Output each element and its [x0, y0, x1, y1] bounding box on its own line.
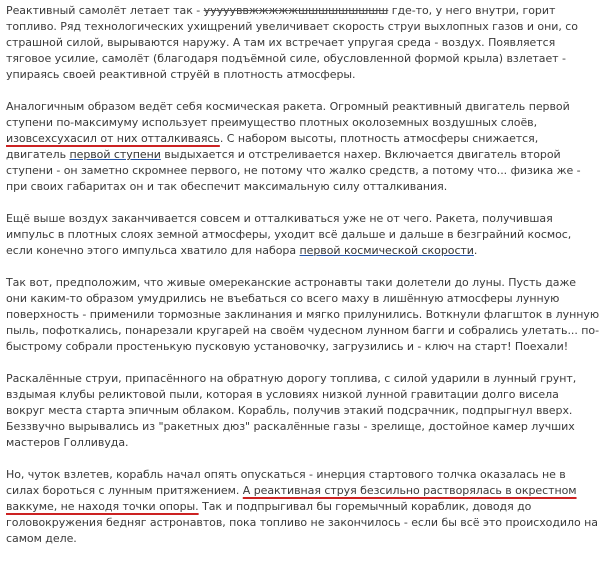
- text: Так вот, предположим, что живые омереканские астронавты таки долетели до луны. Пусть даже они каким-то образом умудрились не въебаться со всего маху в лишённую атмосферы лунную поверхность - применили тормозные заклинания и мягко прилунились. Воткнули флагшток в лунную пыль, пофоткались, понарезали кругарей на своём чудесном лунном багги и собрались улетать... по-быстрому собрали простенькую пусковую установочку, загрузились и - ключ на старт! Поехали!: [6, 276, 600, 353]
- text: Раскалённые струи, припасённого на обратную дорогу топлива, с силой ударили в лунный грунт, вздымая клубы реликтовой пыли, которая в условиях низкой лунной гравитации долго висела вокруг места старта эпичным облаком. Корабль, получив этакий подсрачник, подпрыгнул вверх. Беззвучно вырывались из "ракетных дюз" раскалённые газы - зрелище, достойное камер лучших мастеров Голливуда.: [6, 372, 577, 449]
- text: Но, чуток взлетев, корабль начал опять опускаться - инерция стартового толчка оказалась не в силах бороться с лунным притяжением.: [6, 468, 566, 497]
- paragraph-launch: [6, 371, 600, 451]
- text: выдыхается и отстреливается нахер. Включается двигатель второй ступени - он заметно скромнее первого, не потому что жалко средств, а потому что... физика же - при своих габаритах он и так обеспечит максимальную силу отталкивания.: [6, 148, 581, 193]
- text: где-то, у него внутри, горит топливо. Ряд технологических ухищрений увеличивает скорость струи выхлопных газов и они, со страшной силой, вырываются наружу. А там их встречает упругая среда - воздух. Появляется тяговое усилие, самолёт (благодаря подъёмной силе, обусловленной формой крыла) взлетает - упираясь своей реактивной струёй в плотность атмосферы.: [6, 4, 578, 81]
- red-underlined-phrase: изовсехсухасил от них отталкиваясь: [6, 132, 220, 145]
- link-first-stage[interactable]: первой ступени: [69, 148, 161, 161]
- article-body: [6, 3, 600, 563]
- paragraph-space: [6, 211, 600, 259]
- text: Ещё выше воздух заканчивается совсем и отталкиваться уже не от чего. Ракета, получившая импульс в плотных слоях земной атмосферы, уходит всё дальше и дальше в безграйний космос, если конечно этого импульса хватило для набора: [6, 212, 572, 257]
- text: Реактивный самолёт летает так -: [6, 4, 204, 17]
- text: . С набором высоты, плотность атмосферы снижается, двигатель: [6, 132, 539, 161]
- paragraph-astronauts: [6, 275, 600, 355]
- paragraph-jet-plane: [6, 3, 600, 83]
- text: Аналогичным образом ведёт себя космическая ракета. Огромный реактивный двигатель первой ступени по-максимуму использует преимущество плотных околоземных воздушных слоёв,: [6, 100, 570, 129]
- text: Так и подпрыгивал бы горемычный кораблик, доводя до головокружения бедняг астронавтов, пока топливо не закончилось - если бы всё это происходило на самом деле.: [6, 500, 598, 545]
- red-underlined-sentence: А реактивная струя безсильно растворялась в окрестном ваккуме, не находя точки опоры.: [6, 484, 577, 513]
- link-first-cosmic-velocity[interactable]: первой космической скорости: [299, 244, 474, 257]
- strikethrough-sound: уууууввжжжжжшшшшшшшшш: [203, 4, 389, 17]
- paragraph-rocket: [6, 99, 600, 195]
- text: .: [473, 244, 478, 257]
- paragraph-descent: [6, 467, 600, 547]
